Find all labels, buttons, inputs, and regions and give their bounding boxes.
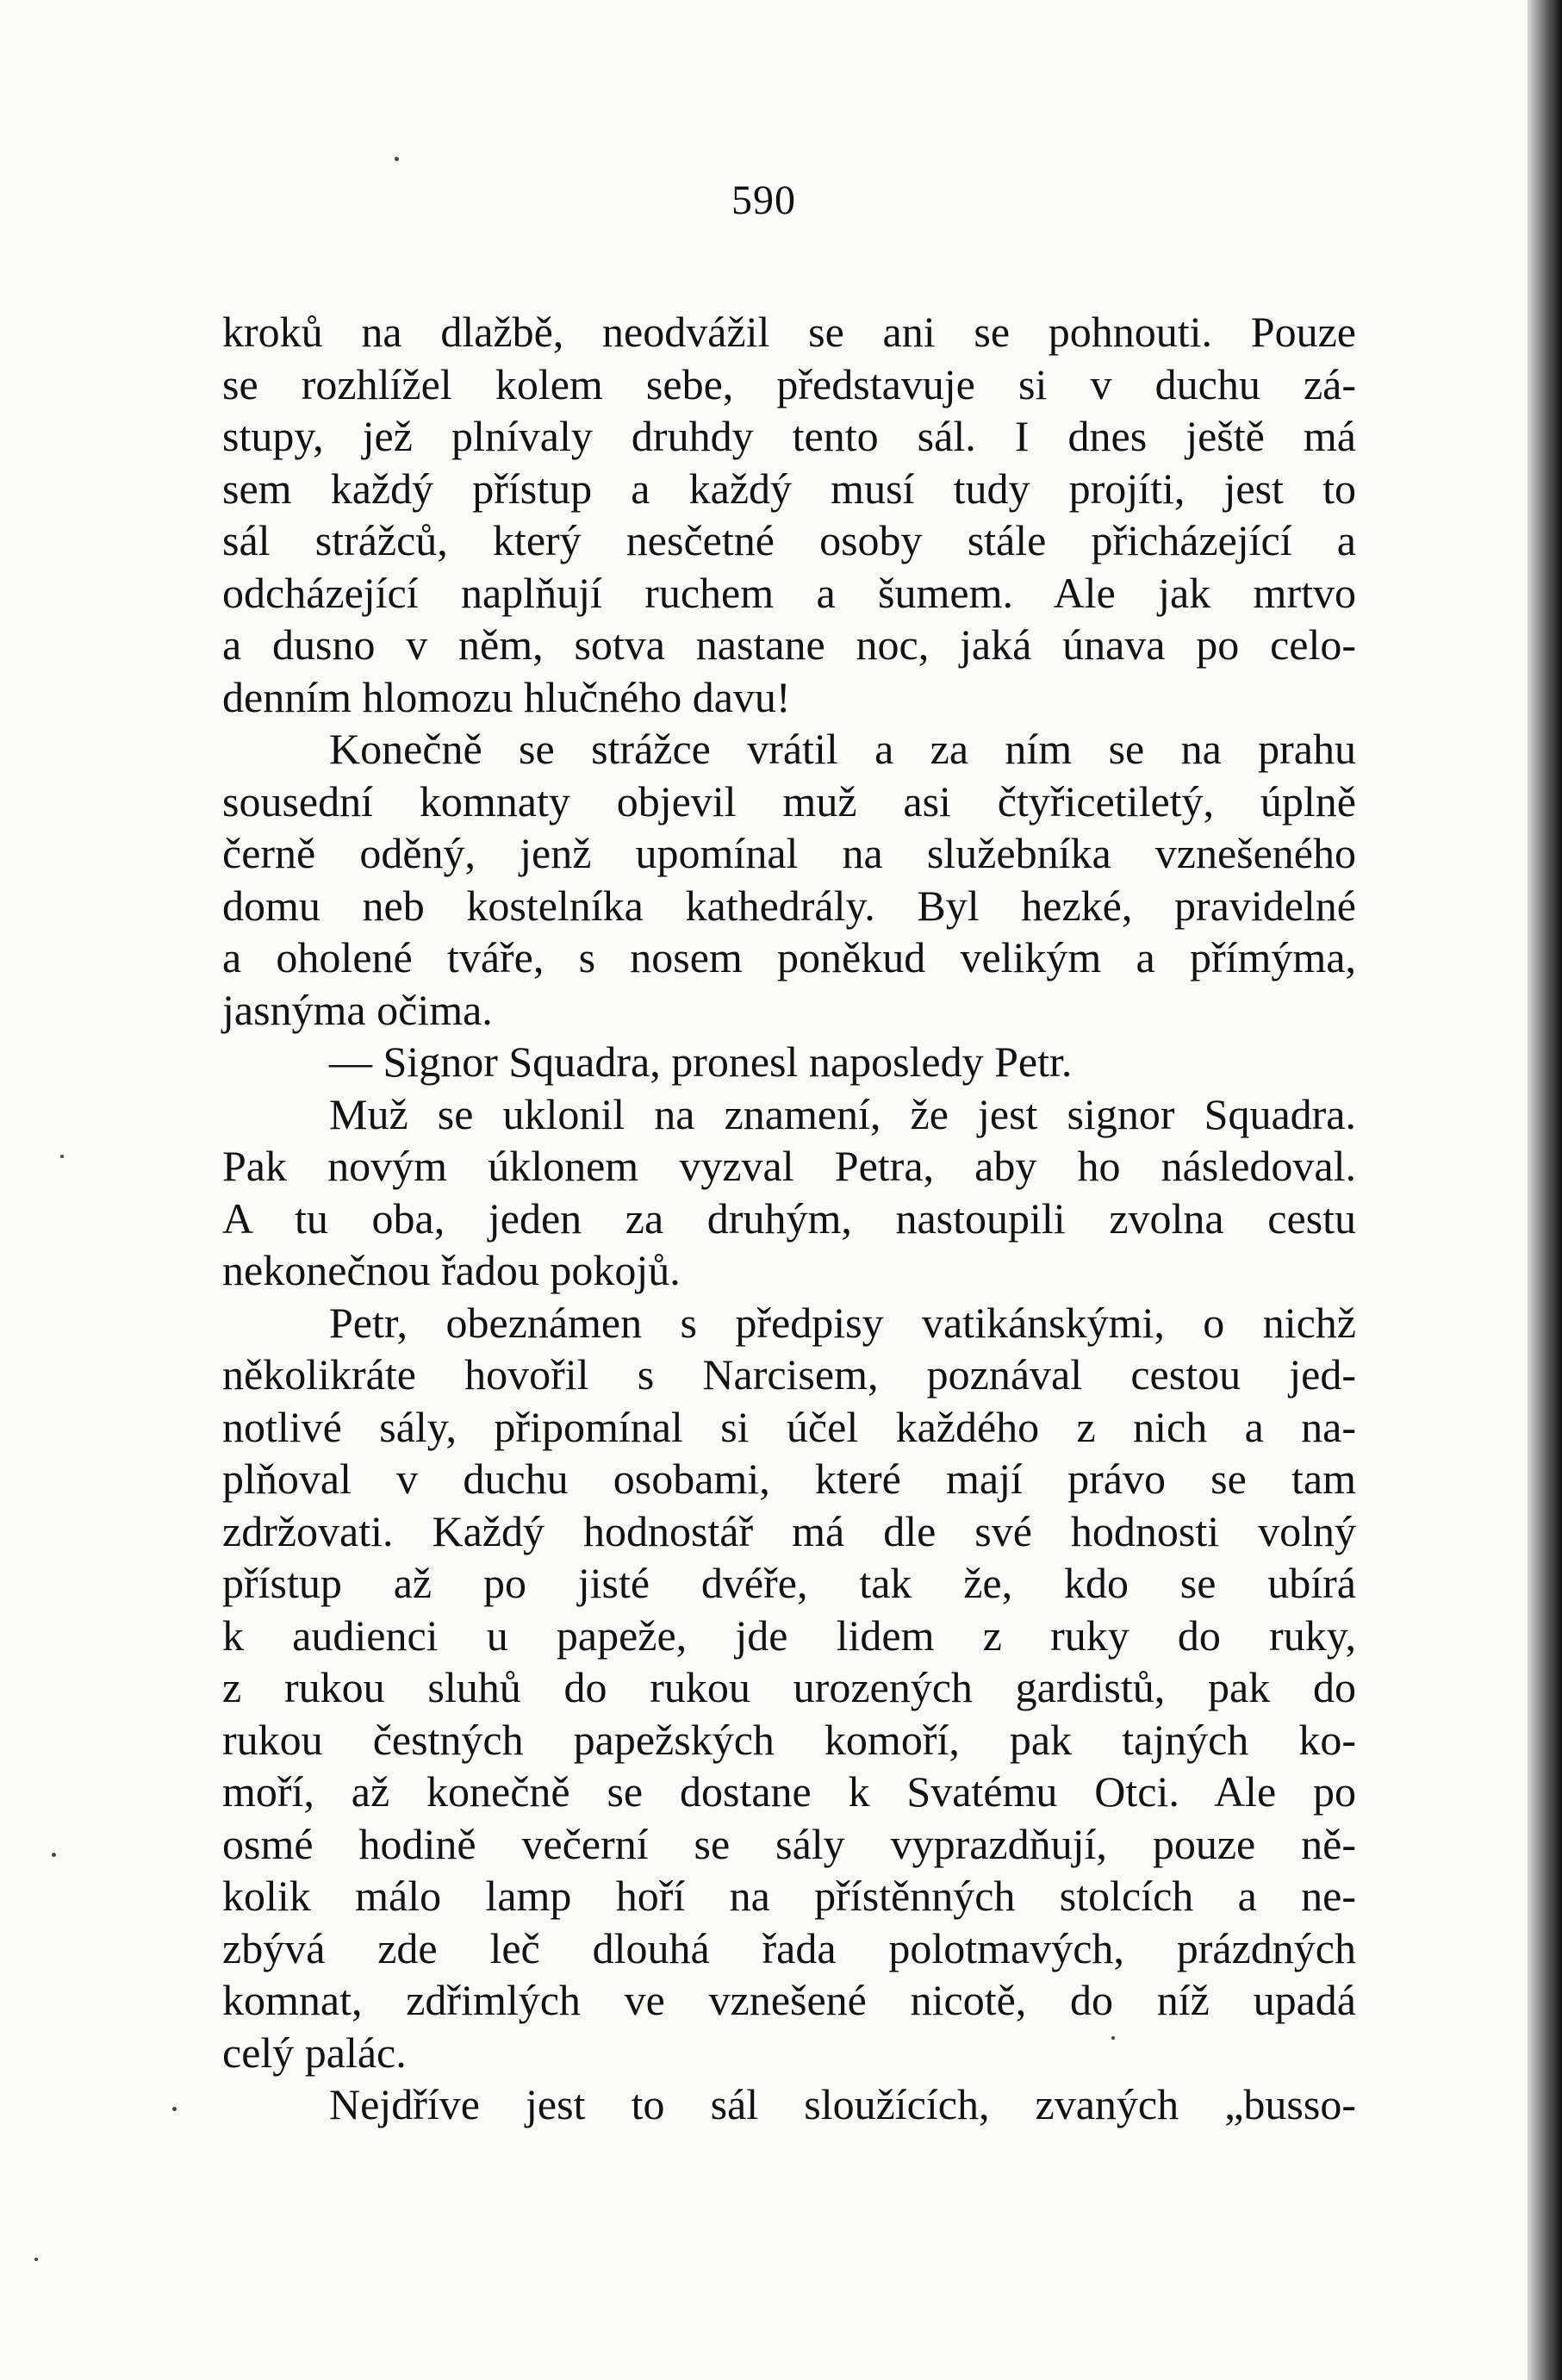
text-line: sál strážců, který nesčetné osoby stále přicházející a <box>222 516 1356 564</box>
text-line: rukou čestných papežských komoří, pak tajných ko- <box>222 1715 1356 1764</box>
text-line: domu neb kostelníka kathedrály. Byl hezké, pravidelné <box>222 881 1356 930</box>
text-line: kolik málo lamp hoří na přístěnných stolcích a ne- <box>222 1872 1356 1920</box>
paper-speck <box>395 157 399 161</box>
text-line: sousední komnaty objevil muž asi čtyřicetiletý, úplně <box>222 776 1356 826</box>
text-line: Pak novým úklonem vyzval Petra, aby ho následoval. <box>222 1142 1356 1190</box>
text-line: — Signor Squadra, pronesl naposledy Petr. <box>329 1037 1073 1086</box>
text-line: osmé hodině večerní se sály vyprazdňují, pouze ně- <box>222 1819 1356 1868</box>
paper-speck <box>34 2258 38 2261</box>
text-line: jasnýma očima. <box>222 985 493 1034</box>
text-line: A tu oba, jeden za druhým, nastoupili zvolna cestu <box>222 1193 1356 1243</box>
text-line: denním hlomozu hlučného davu! <box>222 672 791 721</box>
text-line: zbývá zde leč dlouhá řada polotmavých, prázdných <box>222 1923 1356 1972</box>
text-line: notlivé sály, připomínal si účel každého z nich a na- <box>222 1402 1356 1451</box>
text-line: komnat, zdřimlých ve vznešené nicotě, do níž upadá <box>222 1976 1356 2024</box>
body-text <box>222 306 1356 2131</box>
text-line: k audienci u papeže, jde lidem z ruky do ruky, <box>222 1611 1356 1660</box>
text-line: stupy, jež plnívaly druhdy tento sál. I dnes ještě má <box>222 412 1356 460</box>
paper-speck <box>172 2107 177 2111</box>
text-line: Muž se uklonil na znamení, že jest signor Squadra. <box>329 1089 1356 1138</box>
text-line: přístup až po jisté dvéře, tak že, kdo se ubírá <box>222 1559 1356 1607</box>
paper-speck <box>60 1155 64 1158</box>
text-line: zdržovati. Každý hodnostář má dle své hodnosti volný <box>222 1506 1356 1555</box>
paper-speck <box>52 1853 56 1857</box>
text-line: Nejdříve jest to sál sloužících, zvaných „busso- <box>329 2080 1356 2128</box>
text-line: a oholené tváře, s nosem poněkud velikým a přímýma, <box>222 933 1356 981</box>
page-edge-shadow <box>1528 0 1562 2380</box>
text-line: plňoval v duchu osobami, které mají právo se tam <box>222 1455 1356 1503</box>
text-line: se rozhlížel kolem sebe, představuje si v duchu zá- <box>222 359 1356 408</box>
text-line: několikráte hovořil s Narcisem, poznával cestou jed- <box>222 1350 1356 1399</box>
text-line: kroků na dlažbě, neodvážil se ani se pohnouti. Pouze <box>222 308 1356 356</box>
text-line: a dusno v něm, sotva nastane noc, jaká únava po celo- <box>222 620 1356 669</box>
text-line: Petr, obeznámen s předpisy vatikánskými, o nichž <box>329 1298 1356 1347</box>
page-number: 590 <box>731 178 796 223</box>
text-line: sem každý přístup a každý musí tudy projíti, jest to <box>222 464 1356 513</box>
paper-speck <box>1111 2036 1115 2040</box>
text-line: černě oděný, jenž upomínal na služebníka vznešeného <box>222 829 1356 877</box>
text-line: nekonečnou řadou pokojů. <box>222 1246 681 1294</box>
text-line: celý palác. <box>222 2028 407 2077</box>
text-line: z rukou sluhů do rukou urozených gardistů, pak do <box>222 1663 1356 1711</box>
text-line: odcházející naplňují ruchem a šumem. Ale jak mrtvo <box>222 568 1356 617</box>
text-line: moří, až konečně se dostane k Svatému Otci. Ale po <box>222 1767 1356 1816</box>
text-line: Konečně se strážce vrátil a za ním se na prahu <box>329 725 1356 773</box>
